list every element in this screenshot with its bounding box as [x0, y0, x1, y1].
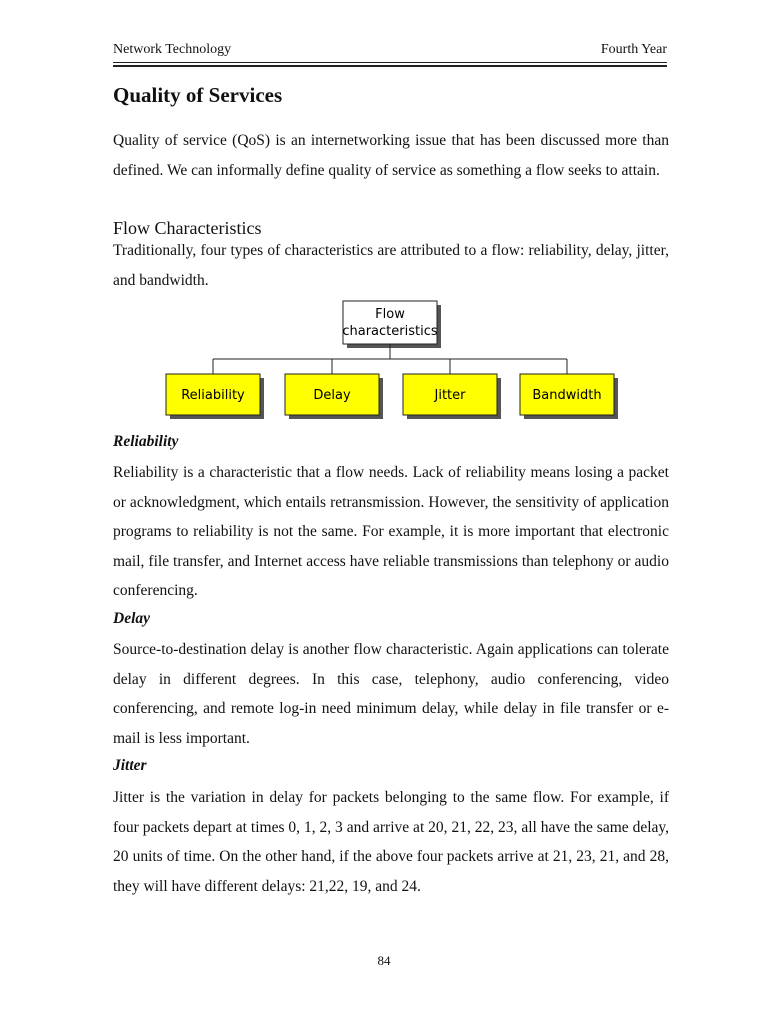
reliability-heading: Reliability	[113, 433, 179, 450]
flow-characteristics-heading: Flow Characteristics	[113, 218, 262, 238]
jitter-heading: Jitter	[113, 757, 147, 774]
header-course: Network Technology	[113, 42, 232, 57]
page-title: Quality of Services	[113, 83, 283, 107]
delay-heading: Delay	[113, 610, 151, 627]
root-label-line1: Flow	[375, 307, 405, 322]
jitter-paragraph: Jitter is the variation in delay for packets belonging to the same flow. For example, if four packets depart at times 0, 1, 2, 3 and arrive at 20, 21, 22, 23, all have the same delay, 20 units of time. On the other hand, if the above four packets arrive at 21, 23, 21, and 28, they will have different delays: 21,22, 19, and 24.	[113, 789, 669, 895]
header-year: Fourth Year	[600, 42, 667, 57]
intro-paragraph: Quality of service (QoS) is an internetworking issue that has been discussed more than defined. We can informally define quality of service as something a flow seeks to attain.	[113, 132, 669, 179]
page-number: 84	[377, 953, 391, 968]
jitter-box-label: Jitter	[434, 388, 466, 403]
delay-paragraph: Source-to-destination delay is another flow characteristic. Again applications can tolerate delay in different degrees. In this case, telephony, audio conferencing, video conferencing, and remote log-in need minimum delay, while delay in file transfer or e-mail is less important.	[113, 641, 669, 747]
flow-characteristics-paragraph: Traditionally, four types of characteristics are attributed to a flow: reliability, delay, jitter, and bandwidth.	[113, 242, 669, 289]
bandwidth-box-label: Bandwidth	[532, 388, 602, 403]
delay-box-label: Delay	[313, 388, 351, 403]
root-label-line2: characteristics	[342, 324, 438, 339]
reliability-paragraph: Reliability is a characteristic that a flow needs. Lack of reliability means losing a packet or acknowledgment, which entails retransmission. However, the sensitivity of application programs to reliability is not the same. For example, it is more important that electronic mail, file transfer, and Internet access have reliable transmissions than telephony or audio conferencing.	[113, 464, 669, 599]
reliability-box-label: Reliability	[181, 388, 245, 403]
